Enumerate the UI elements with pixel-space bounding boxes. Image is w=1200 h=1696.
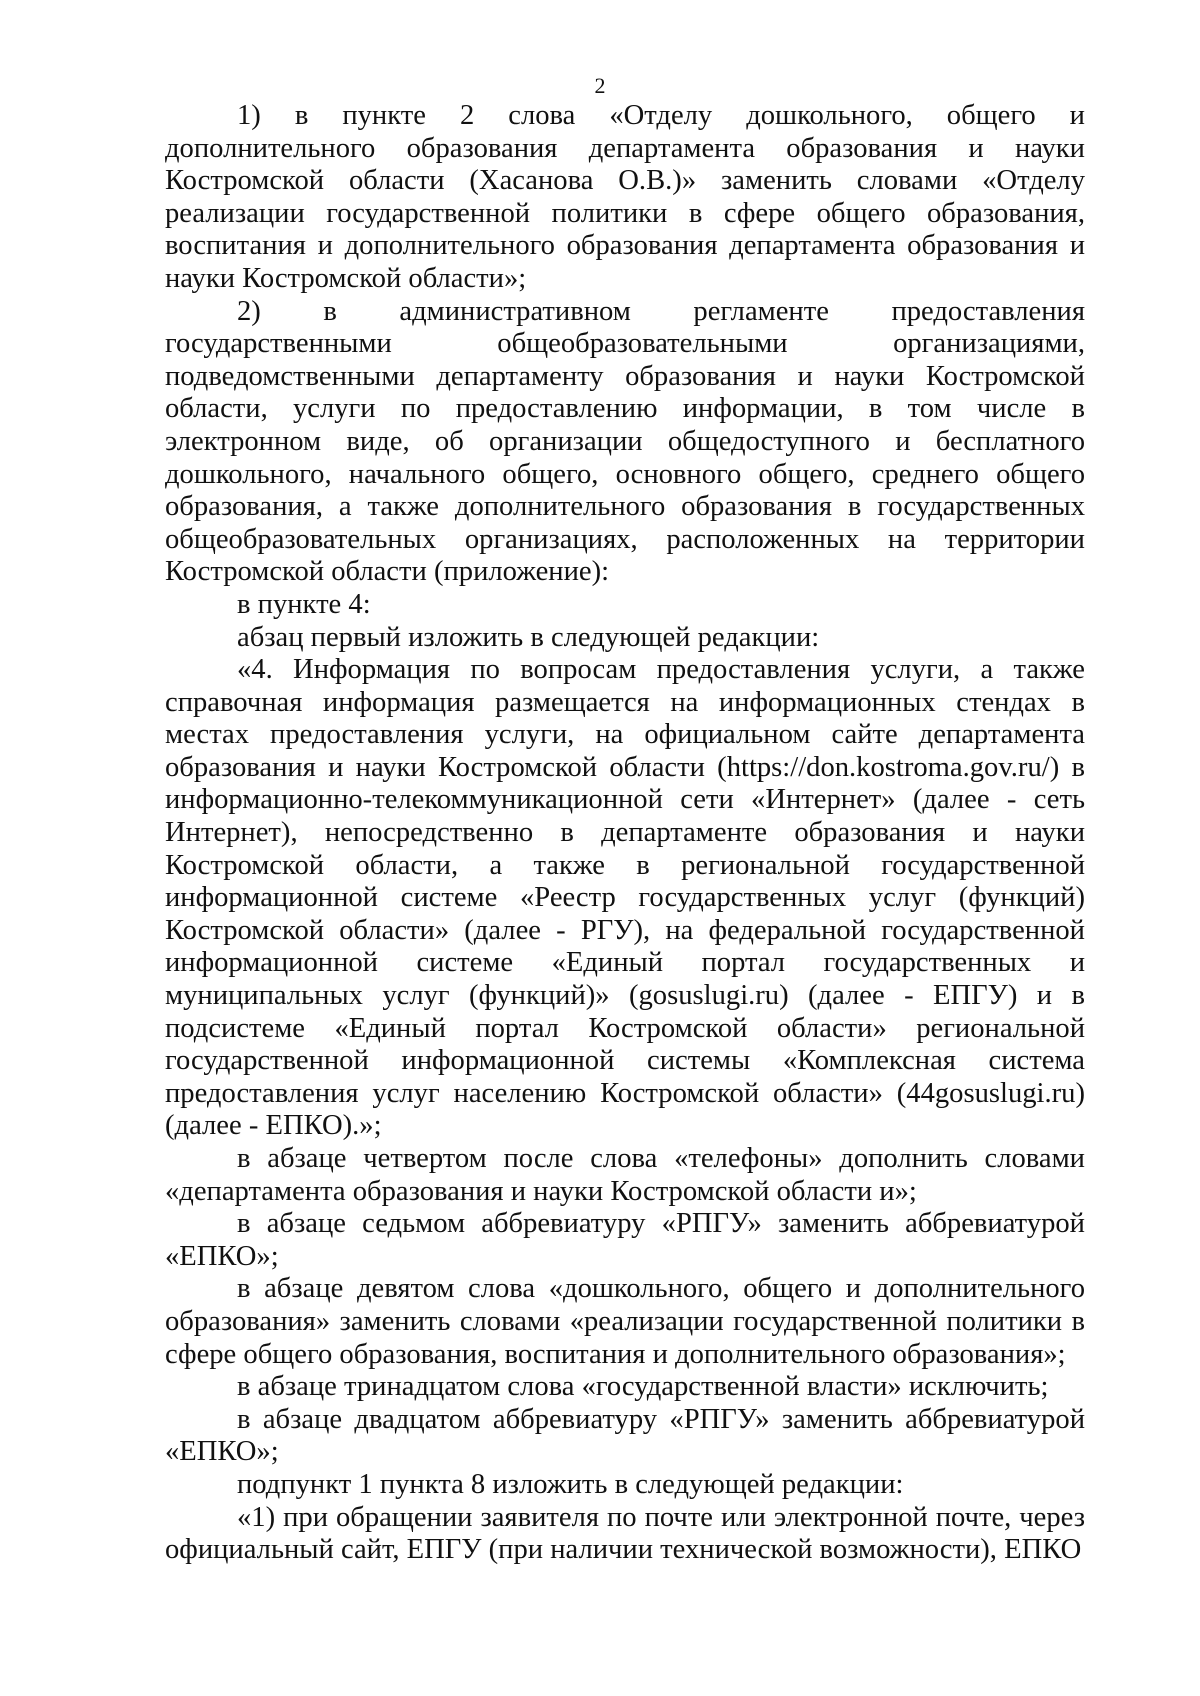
paragraph-2: 2) в административном регламенте предоставления государственными общеобразовательными организациями, подведомственными департаменту образования и науки Костромской области, услуги по предоставлению информации, в том числе в электронном виде, об организации общедоступного и бесплатного дошкольного, начального общего, основного общего, среднего общего образования, а также дополнительного образования в государственных общеобразовательных организациях, расположенных на территории Костромской области (приложение): [165, 295, 1085, 588]
paragraph-9: в абзаце тринадцатом слова «государственной власти» исключить; [237, 1371, 1049, 1403]
page-number: 2 [594, 73, 606, 98]
paragraph-7: в абзаце седьмом аббревиатуру «РПГУ» заменить аббревиатурой «ЕПКО»; [165, 1208, 1085, 1272]
paragraph-3: в пункте 4: [237, 588, 371, 620]
paragraph-12: «1) при обращении заявителя по почте или электронной почте, через официальный сайт, ЕПГУ (при наличии технической возможности), ЕПКО [165, 1501, 1085, 1566]
paragraph-6: в абзаце четвертом после слова «телефоны» дополнить словами «департамента образования и науки Костромской области и»; [165, 1143, 1085, 1207]
document-body [165, 100, 1085, 1567]
paragraph-1: 1) в пункте 2 слова «Отделу дошкольного, общего и дополнительного образования департамента образования и науки Костромской области (Хасанова О.В.)» заменить словами «Отделу реализации государственной политики в сфере общего образования, воспитания и дополнительного образования департамента образования и науки Костромской области»; [165, 100, 1085, 294]
paragraph-8: в абзаце девятом слова «дошкольного, общего и дополнительного образования» заменить словами «реализации государственной политики в сфере общего образования, воспитания и дополнительного образования»; [165, 1273, 1085, 1370]
paragraph-11: подпункт 1 пункта 8 изложить в следующей редакции: [237, 1468, 904, 1500]
paragraph-4: абзац первый изложить в следующей редакции: [237, 621, 820, 653]
paragraph-5: «4. Информация по вопросам предоставления услуги, а также справочная информация размещается на информационных стендах в местах предоставления услуги, на официальном сайте департамента образования и науки Костромской области (https://don.kostroma.gov.ru/) в информационно-телекоммуникационной сети «Интернет» (далее - сеть Интернет), непосредственно в департаменте образования и науки Костромской области, а также в региональной государственной информационной системе «Реестр государственных услуг (функций) Костромской области» (далее - РГУ), на федеральной государственной информационной системе «Единый портал государственных и муниципальных услуг (функций)» (gosuslugi.ru) (далее - ЕПГУ) и в подсистеме «Единый портал Костромской области» региональной государственной информационной системы «Комплексная система предоставления услуг населению Костромской области» (44gosuslugi.ru) (далее - ЕПКО).»; [165, 654, 1085, 1142]
paragraph-10: в абзаце двадцатом аббревиатуру «РПГУ» заменить аббревиатурой «ЕПКО»; [165, 1403, 1085, 1468]
